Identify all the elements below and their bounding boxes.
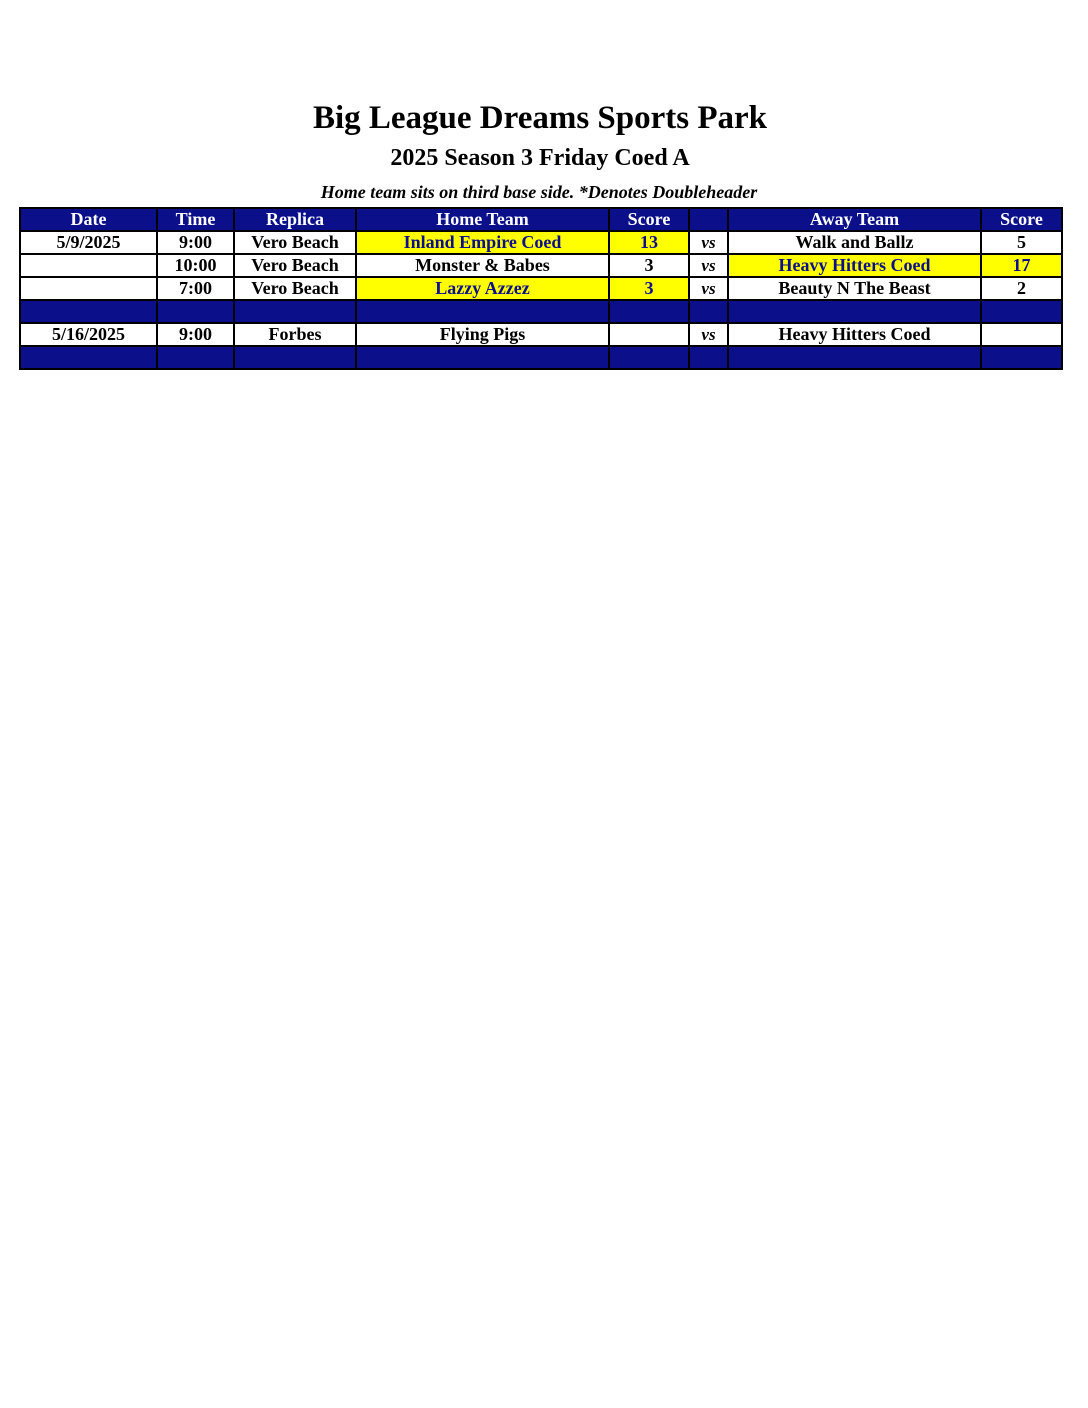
table-row bbox=[20, 231, 1062, 254]
column-header-away-team: Away Team bbox=[728, 208, 981, 231]
cell-time: 9:00 bbox=[157, 323, 234, 346]
cell-home-score: 13 bbox=[609, 231, 689, 254]
cell-home-team: Flying Pigs bbox=[356, 323, 609, 346]
cell-vs: vs bbox=[689, 254, 728, 277]
cell-date: 5/9/2025 bbox=[20, 231, 157, 254]
cell-away-score: 17 bbox=[981, 254, 1062, 277]
cell-home-score bbox=[609, 323, 689, 346]
cell-replica: Vero Beach bbox=[234, 231, 356, 254]
cell-home-team: Inland Empire Coed bbox=[356, 231, 609, 254]
cell-home-team: Lazzy Azzez bbox=[356, 277, 609, 300]
page-title: Big League Dreams Sports Park bbox=[312, 100, 768, 136]
page-subtitle: 2025 Season 3 Friday Coed A bbox=[390, 145, 690, 171]
table-row bbox=[20, 254, 1062, 277]
column-header-date: Date bbox=[20, 208, 157, 231]
table-header-row bbox=[20, 208, 1062, 231]
cell-time: 7:00 bbox=[157, 277, 234, 300]
column-header-home-team: Home Team bbox=[356, 208, 609, 231]
cell-away-score: 5 bbox=[981, 231, 1062, 254]
cell-time: 10:00 bbox=[157, 254, 234, 277]
cell-replica: Vero Beach bbox=[234, 254, 356, 277]
schedule-note: Home team sits on third base side. *Denotes Doubleheader bbox=[320, 182, 758, 202]
cell-date: 5/16/2025 bbox=[20, 323, 157, 346]
cell-away-team: Heavy Hitters Coed bbox=[728, 323, 981, 346]
cell-away-score: 2 bbox=[981, 277, 1062, 300]
column-header-away-score: Score bbox=[981, 208, 1062, 231]
cell-away-team: Heavy Hitters Coed bbox=[728, 254, 981, 277]
cell-home-score: 3 bbox=[609, 277, 689, 300]
cell-vs: vs bbox=[689, 231, 728, 254]
table-row bbox=[20, 277, 1062, 300]
schedule-table bbox=[19, 207, 1063, 370]
column-header-replica: Replica bbox=[234, 208, 356, 231]
cell-date bbox=[20, 277, 157, 300]
cell-replica: Vero Beach bbox=[234, 277, 356, 300]
cell-time: 9:00 bbox=[157, 231, 234, 254]
column-header-time: Time bbox=[157, 208, 234, 231]
cell-away-score bbox=[981, 323, 1062, 346]
cell-date bbox=[20, 254, 157, 277]
column-header-vs bbox=[689, 208, 728, 231]
table-row bbox=[20, 323, 1062, 346]
cell-away-team: Walk and Ballz bbox=[728, 231, 981, 254]
column-header-home-score: Score bbox=[609, 208, 689, 231]
cell-vs: vs bbox=[689, 277, 728, 300]
separator-row bbox=[20, 300, 1062, 323]
cell-away-team: Beauty N The Beast bbox=[728, 277, 981, 300]
cell-vs: vs bbox=[689, 323, 728, 346]
cell-home-team: Monster & Babes bbox=[356, 254, 609, 277]
separator-row bbox=[20, 346, 1062, 369]
cell-home-score: 3 bbox=[609, 254, 689, 277]
cell-replica: Forbes bbox=[234, 323, 356, 346]
